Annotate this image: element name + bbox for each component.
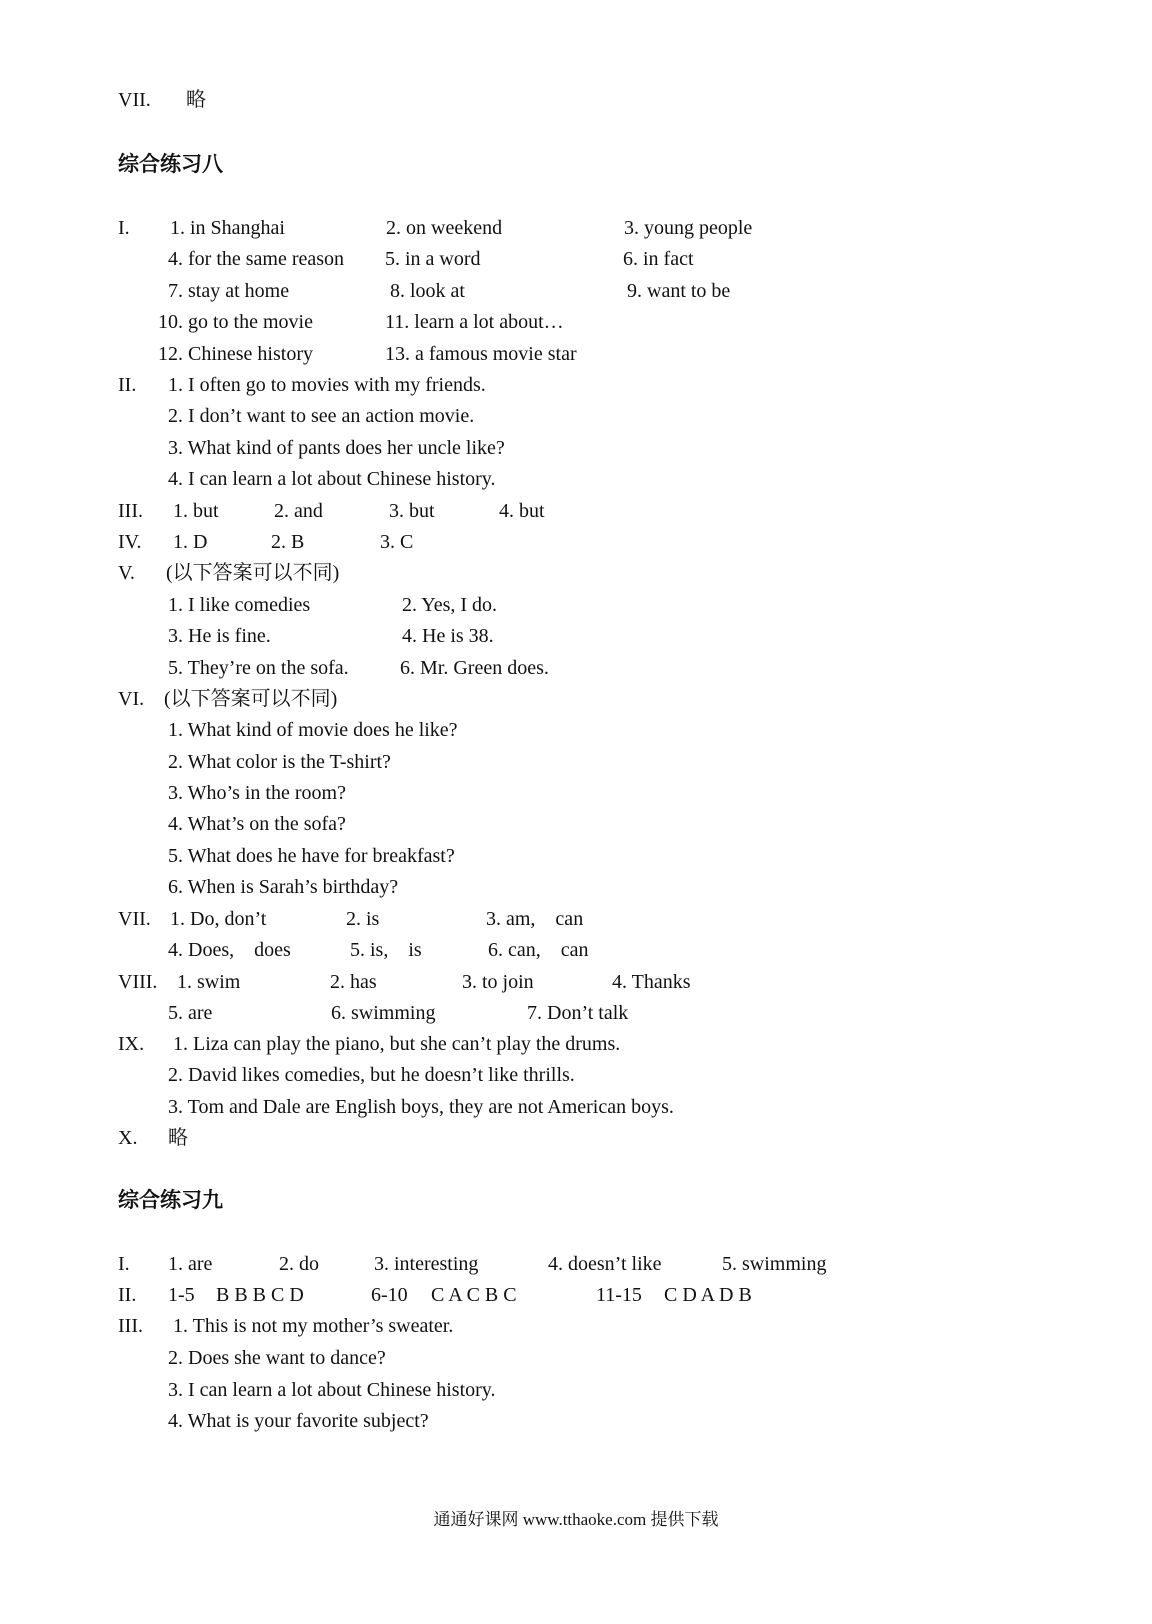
answer-line — [0, 808, 1152, 840]
answer-item: 3. young people — [624, 217, 753, 239]
question-number: II. — [118, 1284, 137, 1306]
question-number: VII. — [118, 908, 151, 930]
answer-line — [0, 652, 1152, 684]
answer-item: 5. They’re on the sofa. — [168, 657, 349, 679]
answer-item: 2. on weekend — [386, 217, 503, 239]
answer-item: 2. David likes comedies, but he doesn’t like thrills. — [168, 1064, 575, 1086]
answer-item: 3. but — [389, 500, 435, 522]
answer-item: 5. What does he have for breakfast? — [168, 845, 455, 867]
answer-item: 3. He is fine. — [168, 625, 271, 647]
answer-item: 2. has — [330, 971, 377, 993]
answer-line — [0, 495, 1152, 527]
answer-line — [0, 243, 1152, 275]
answer-item: 13. a famous movie star — [385, 343, 577, 365]
question-number: IX. — [118, 1033, 145, 1055]
question-number: V. — [118, 562, 135, 584]
answer-line — [0, 1405, 1152, 1437]
answer-item: 1. I often go to movies with my friends. — [168, 374, 486, 396]
answer-item: 7. stay at home — [168, 280, 290, 302]
question-number: III. — [118, 1315, 143, 1337]
answer-item: 4. Thanks — [612, 971, 691, 993]
answer-line — [0, 997, 1152, 1029]
answer-line — [0, 338, 1152, 370]
answer-line — [0, 934, 1152, 966]
answer-item: 1. D — [173, 531, 208, 553]
answer-item: 5. are — [168, 1002, 213, 1024]
answer-item: 3. Tom and Dale are English boys, they are not American boys. — [168, 1096, 674, 1118]
answer-line — [0, 84, 1152, 116]
answer-item: 4. Does, does — [168, 939, 291, 961]
section-title: 综合练习八 — [118, 152, 223, 176]
answer-item: 8. look at — [390, 280, 465, 302]
answer-line — [0, 683, 1152, 715]
answer-text: 略 — [186, 89, 206, 111]
answer-item: 2. Does she want to dance? — [168, 1347, 386, 1369]
answer-item: 3. What kind of pants does her uncle like? — [168, 437, 505, 459]
answer-item: 1. Liza can play the piano, but she can’t play the drums. — [173, 1033, 621, 1055]
question-number: II. — [118, 374, 137, 396]
answer-item: 3. interesting — [374, 1253, 479, 1275]
answer-item: 1. in Shanghai — [170, 217, 285, 239]
answer-item: 1. I like comedies — [168, 594, 311, 616]
answer-item: 6. in fact — [623, 248, 694, 270]
answer-item: 4. doesn’t like — [548, 1253, 662, 1275]
question-number: VIII. — [118, 971, 158, 993]
answer-item: 2. B — [271, 531, 305, 553]
question-number: I. — [118, 1253, 130, 1275]
answer-item: 2. I don’t want to see an action movie. — [168, 405, 475, 427]
answer-item: 4. I can learn a lot about Chinese history. — [168, 468, 496, 490]
answer-item: 1. This is not my mother’s sweater. — [173, 1315, 454, 1337]
answer-item: 2. is — [346, 908, 380, 930]
answer-item: 6. swimming — [331, 1002, 436, 1024]
answer-line — [0, 1279, 1152, 1311]
answer-note: (以下答案可以不同) — [164, 688, 338, 710]
answer-item: 6. can, can — [488, 939, 589, 961]
answer-item: 4. What is your favorite subject? — [168, 1410, 429, 1432]
answer-item: 5. in a word — [385, 248, 481, 270]
answer-line — [0, 714, 1152, 746]
answer-line — [0, 1122, 1152, 1154]
answer-line — [0, 526, 1152, 558]
answer-line — [0, 306, 1152, 338]
question-number: I. — [118, 217, 130, 239]
answer-item: 3. to join — [462, 971, 534, 993]
answer-item: 11-15 — [596, 1284, 642, 1306]
answer-item: 1. Do, don’t — [170, 908, 267, 930]
question-number: X. — [118, 1127, 138, 1149]
answer-item: 2. and — [274, 500, 323, 522]
answer-item: 5. is, is — [350, 939, 422, 961]
answer-item: C A C B C — [431, 1284, 517, 1306]
answer-item: 2. do — [279, 1253, 319, 1275]
answer-line — [0, 620, 1152, 652]
answer-line — [0, 589, 1152, 621]
answer-line — [0, 557, 1152, 589]
answer-line — [0, 871, 1152, 903]
answer-item: 6. Mr. Green does. — [400, 657, 549, 679]
answer-line — [0, 1028, 1152, 1060]
answer-line — [0, 1059, 1152, 1091]
answer-line — [0, 432, 1152, 464]
answer-item: 4. What’s on the sofa? — [168, 813, 346, 835]
answer-line — [0, 903, 1152, 935]
answer-item: 3. am, can — [486, 908, 584, 930]
answer-line — [0, 212, 1152, 244]
answer-item: 3. C — [380, 531, 414, 553]
answer-item: 12. Chinese history — [158, 343, 313, 365]
answer-item: 11. learn a lot about… — [385, 311, 564, 333]
answer-line — [0, 966, 1152, 998]
answer-item: 7. Don’t talk — [527, 1002, 629, 1024]
answer-item: C D A D B — [664, 1284, 752, 1306]
answer-line — [0, 1248, 1152, 1280]
answer-line — [0, 1342, 1152, 1374]
answer-line — [0, 400, 1152, 432]
answer-line — [0, 746, 1152, 778]
answer-line — [0, 840, 1152, 872]
answer-item: 3. Who’s in the room? — [168, 782, 346, 804]
answer-item: 1-5 — [168, 1284, 195, 1306]
footer-credit: 通通好课网 www.tthaoke.com 提供下载 — [433, 1510, 719, 1529]
answer-item: 9. want to be — [627, 280, 731, 302]
answer-item: 6. When is Sarah’s birthday? — [168, 876, 399, 898]
answer-item: 5. swimming — [722, 1253, 827, 1275]
answer-note: (以下答案可以不同) — [166, 562, 340, 584]
answer-item: 4. He is 38. — [402, 625, 494, 647]
answer-line — [0, 369, 1152, 401]
answer-item: 1. swim — [177, 971, 241, 993]
answer-item: 4. but — [499, 500, 545, 522]
answer-line — [0, 1374, 1152, 1406]
answer-line — [0, 777, 1152, 809]
answer-item: 2. What color is the T-shirt? — [168, 751, 391, 773]
section-title: 综合练习九 — [118, 1188, 223, 1212]
question-number: VI. — [118, 688, 145, 710]
question-number: III. — [118, 500, 143, 522]
answer-item: 1. but — [173, 500, 219, 522]
answer-item: 4. for the same reason — [168, 248, 345, 270]
answer-line — [0, 1310, 1152, 1342]
answer-line — [0, 1091, 1152, 1123]
answer-item: B B B C D — [216, 1284, 304, 1306]
answer-line — [0, 275, 1152, 307]
answer-text: 略 — [168, 1127, 188, 1149]
answer-line — [0, 463, 1152, 495]
answer-item: 1. are — [168, 1253, 213, 1275]
answer-item: 2. Yes, I do. — [402, 594, 498, 616]
answer-item: 10. go to the movie — [158, 311, 313, 333]
answer-item: 1. What kind of movie does he like? — [168, 719, 458, 741]
question-number: VII. — [118, 89, 151, 111]
answer-item: 3. I can learn a lot about Chinese history. — [168, 1379, 496, 1401]
question-number: IV. — [118, 531, 142, 553]
answer-item: 6-10 — [371, 1284, 408, 1306]
